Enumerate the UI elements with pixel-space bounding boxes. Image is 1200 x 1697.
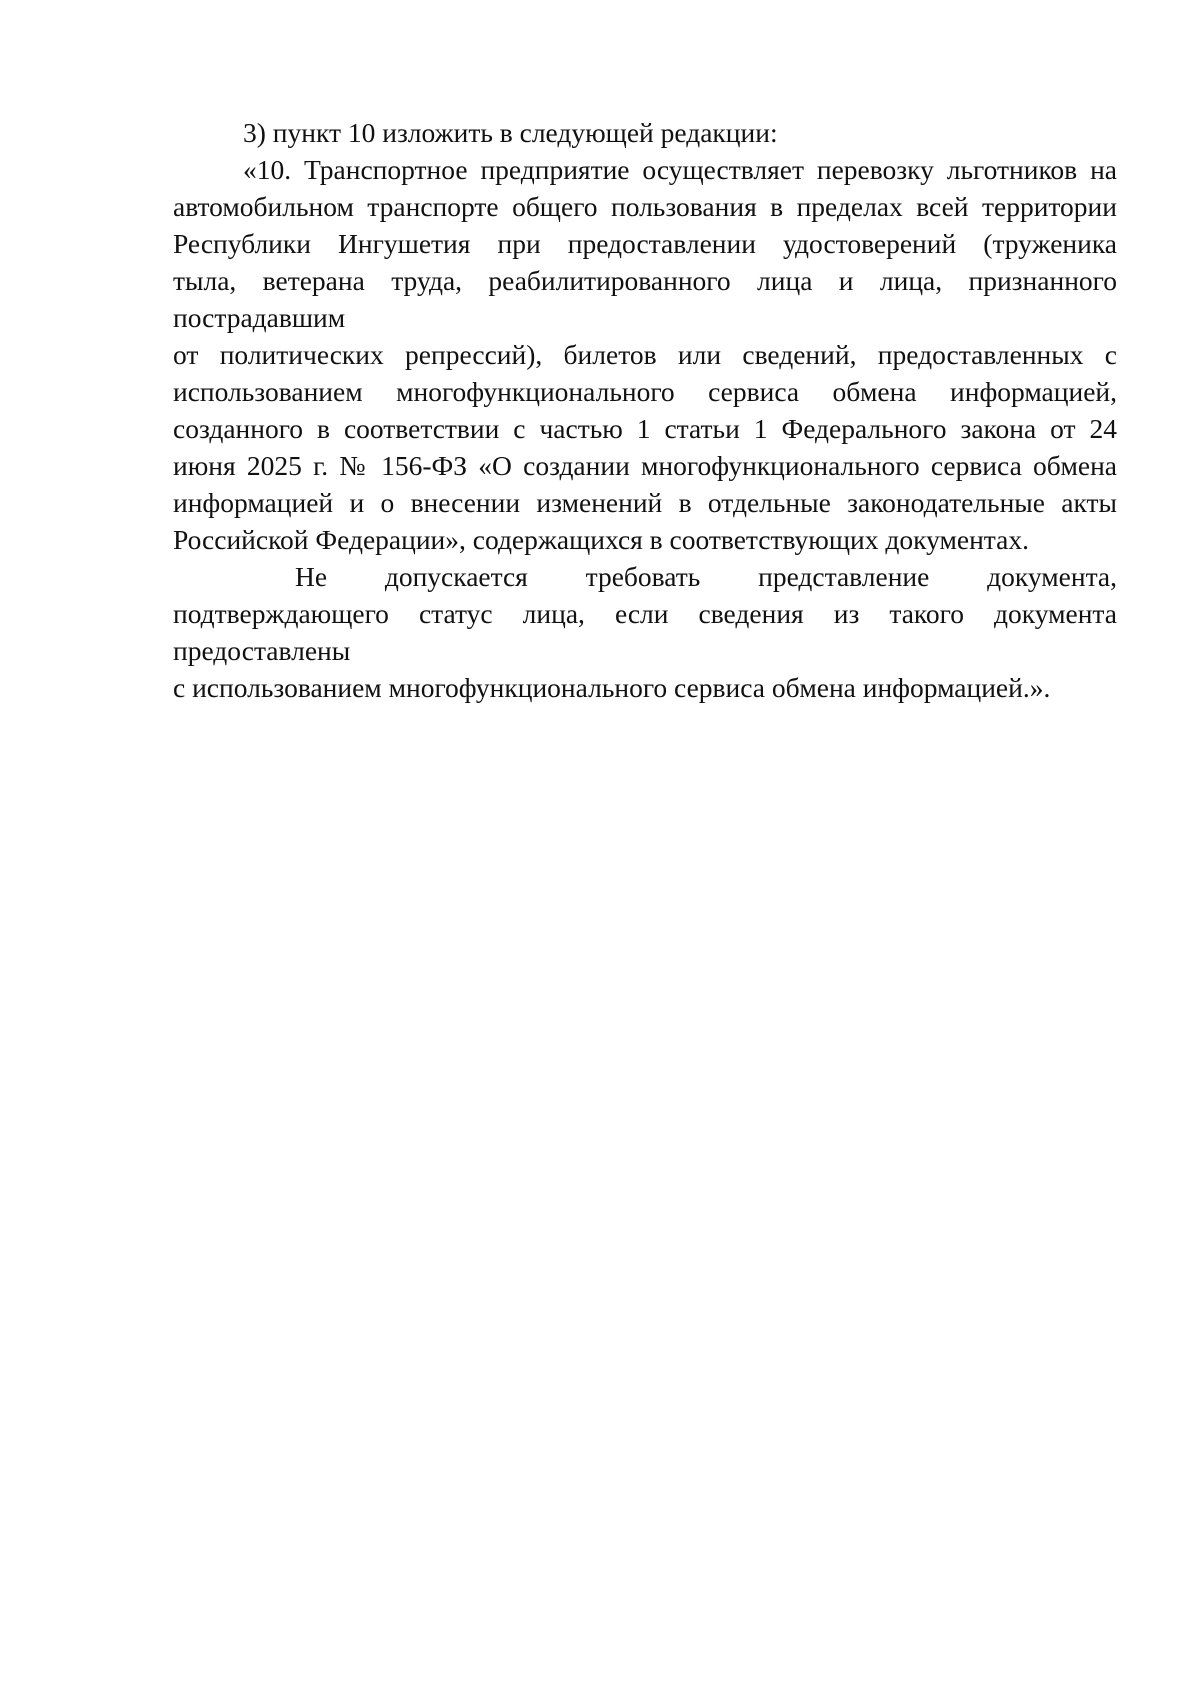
text-line: подтверждающего статус лица, если сведения из такого документа (173, 598, 1117, 629)
text-line: июня 2025 г. № 156-ФЗ «О создании многофункционального сервиса обмена (173, 450, 1117, 481)
text-line: созданного в соответствии с частью 1 статьи 1 Федерального закона от 24 (173, 413, 1117, 444)
document-body (173, 114, 1117, 706)
text-line: автомобильном транспорте общего пользования в пределах всей территории (173, 191, 1117, 222)
text-line-amendment-item: 3) пункт 10 изложить в следующей редакции: (243, 117, 778, 148)
text-line: от политических репрессий), билетов или сведений, предоставленных с (173, 339, 1117, 370)
text-line: «10. Транспортное предприятие осуществляет перевозку льготников на (243, 154, 1117, 185)
text-line: использованием многофункционального сервиса обмена информацией, (173, 376, 1117, 407)
text-line: Российской Федерации», содержащихся в соответствующих документах. (173, 524, 1029, 555)
text-line: с использованием многофункционального сервиса обмена информацией.». (173, 672, 1051, 703)
text-line: предоставлены (173, 635, 351, 666)
text-line: информацией и о внесении изменений в отдельные законодательные акты (173, 487, 1117, 518)
text-line: Не допускается требовать представление документа, (295, 561, 1117, 592)
text-line: тыла, ветерана труда, реабилитированного лица и лица, признанного (173, 265, 1117, 296)
text-line: Республики Ингушетия при предоставлении удостоверений (труженика (173, 228, 1117, 259)
text-line: пострадавшим (173, 302, 346, 333)
